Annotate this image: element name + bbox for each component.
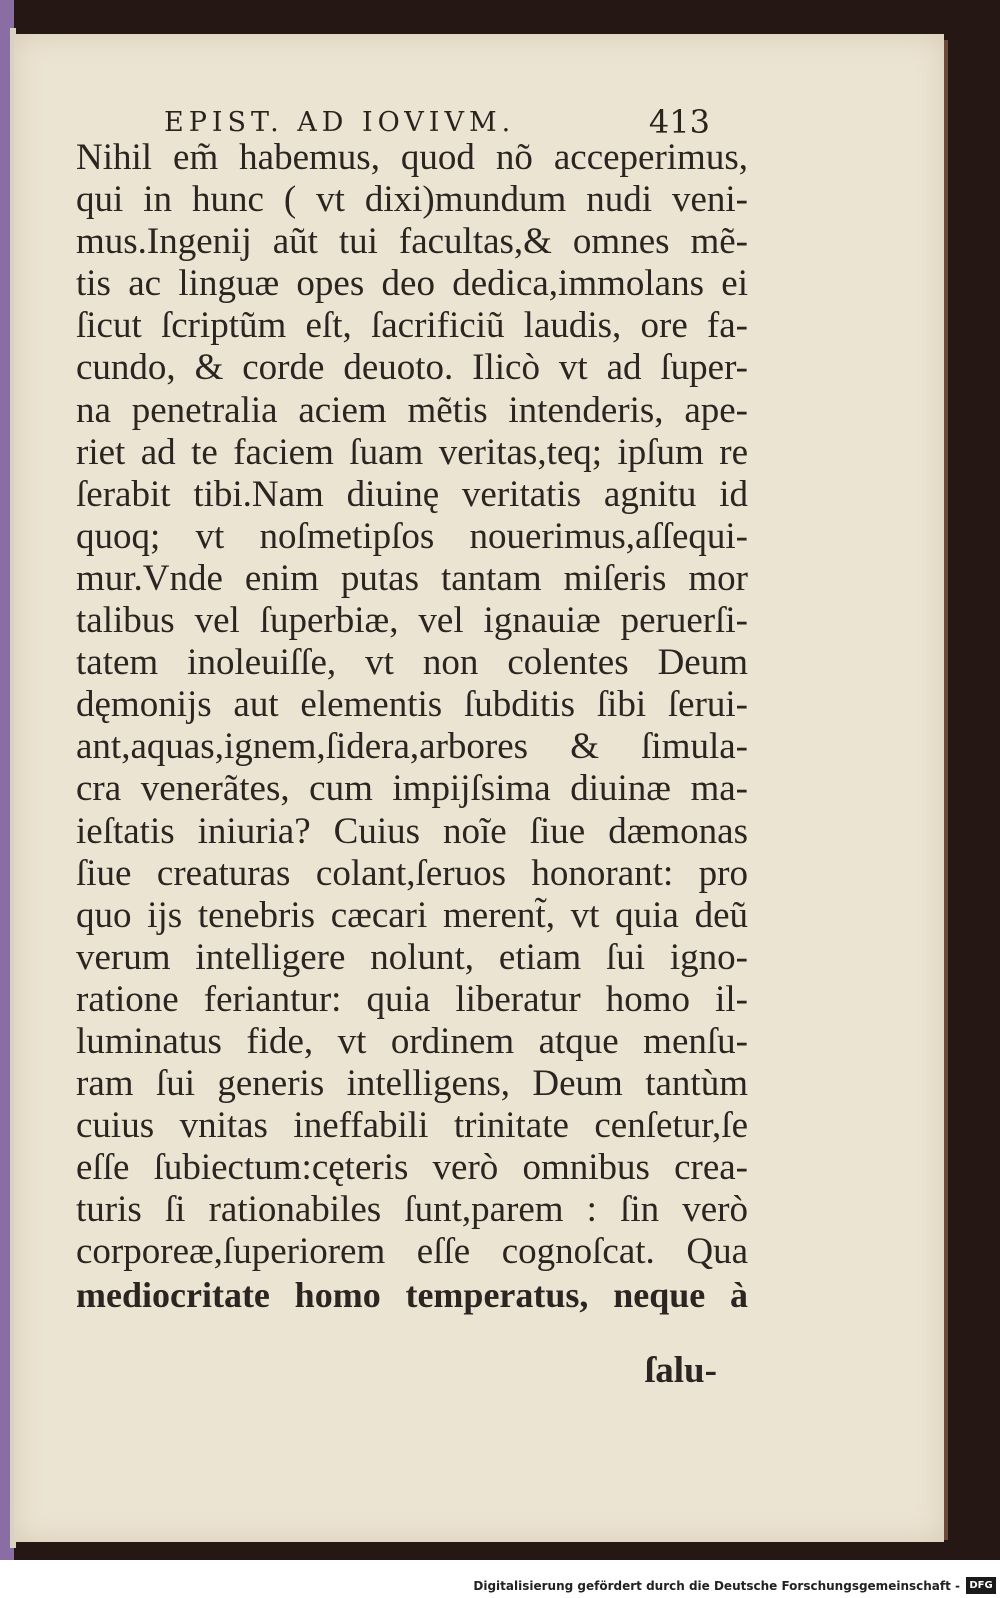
text-line: verum intelligere nolunt, etiam ſui igno-	[76, 936, 748, 978]
funding-credit: Digitalisierung gefördert durch die Deutsche Forschungsgemeinschaft -	[473, 1579, 960, 1593]
text-line: tatem inoleuiſſe, vt non colentes Deum	[76, 642, 748, 684]
text-line: cundo, & corde deuoto. Ilicò vt ad ſuper-	[76, 347, 748, 389]
text-line: quo ijs tenebris cæcari merent̃, vt quia deũ	[76, 894, 748, 936]
text-line: na penetralia aciem mẽtis intenderis, ape-	[76, 389, 748, 431]
text-line: dęmonijs aut elementis ſubditis ſibi ſerui-	[76, 684, 748, 726]
text-line: turis ſi rationabiles ſunt,parem : ſin verò	[76, 1189, 748, 1231]
text-line: ram ſui generis intelligens, Deum tantùm	[76, 1063, 748, 1105]
text-line: mediocritate homo temperatus, neque à	[76, 1274, 748, 1315]
text-line: mur.Vnde enim putas tantam miſeris mor	[76, 557, 748, 599]
text-line: qui in hunc ( vt dixi)mundum nudi veni-	[76, 179, 748, 221]
text-line: mus.Ingenij aũt tui facultas,& omnes mẽ-	[76, 221, 748, 263]
text-line: ſerabit tibi.Nam diuinę veritatis agnitu id	[76, 473, 748, 515]
text-line: talibus vel ſuperbiæ, vel ignauiæ peruerſi-	[76, 600, 748, 642]
text-line: riet ad te faciem ſuam veritas,teq; ipſum re	[76, 431, 748, 473]
dfg-logo: DFG	[966, 1577, 996, 1594]
text-line: cuius vnitas ineffabili trinitate cenſetur,ſe	[76, 1105, 748, 1147]
body-text	[76, 137, 748, 1316]
text-line: tis ac linguæ opes deo dedica,immolans ei	[76, 263, 748, 305]
page-number: 413	[648, 103, 710, 141]
text-line: luminatus fide, vt ordinem atque menſu-	[76, 1020, 748, 1062]
text-line: ſicut ſcriptũm eſt, ſacrificiũ laudis, ore fa-	[76, 305, 748, 347]
text-line: cra venerãtes, cum impijſsima diuinæ ma-	[76, 768, 748, 810]
catchword: ſalu-	[645, 1350, 717, 1391]
text-line: corporeæ,ſuperiorem eſſe cognoſcat. Qua	[76, 1231, 748, 1273]
text-line: ieſtatis iniuria? Cuius noĩe ſiue dæmonas	[76, 810, 748, 852]
text-line: ratione feriantur: quia liberatur homo il-	[76, 978, 748, 1020]
running-title: EPIST. AD IOVIVM.	[164, 107, 516, 138]
text-line: eſſe ſubiectum:cęteris verò omnibus crea-	[76, 1147, 748, 1189]
text-line: ant,aquas,ignem,ſidera,arbores & ſimula-	[76, 726, 748, 768]
text-line: quoq; vt noſmetipſos nouerimus,aſſequi-	[76, 515, 748, 557]
text-line: ſiue creaturas colant,ſeruos honorant: pro	[76, 852, 748, 894]
text-line: Nihil em̃ habemus, quod nõ acceperimus,	[76, 137, 748, 178]
